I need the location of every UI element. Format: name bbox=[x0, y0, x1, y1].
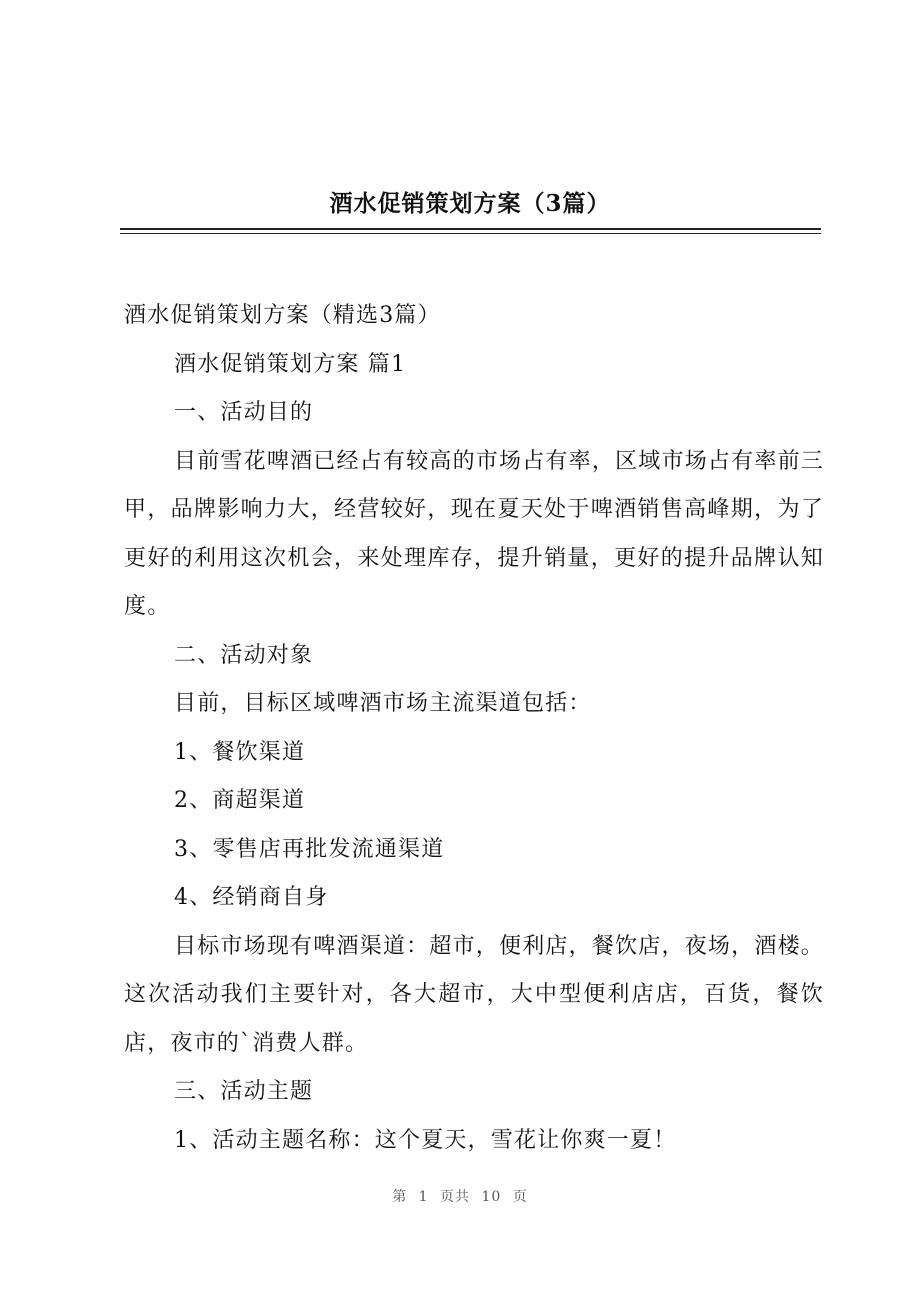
list-item-channel-4: 4、经销商自身 bbox=[174, 885, 329, 910]
title-divider-thick bbox=[120, 228, 821, 230]
document-body bbox=[124, 292, 824, 1165]
list-item-channel-2: 2、商超渠道 bbox=[174, 788, 306, 813]
title-divider-thin bbox=[120, 233, 821, 234]
section-heading-part-1: 酒水促销策划方案 篇1 bbox=[174, 351, 407, 377]
heading-activity-purpose: 一、活动目的 bbox=[174, 400, 314, 425]
paragraph-theme-name: 1、活动主题名称：这个夏天，雪花让你爽一夏！ bbox=[174, 1127, 677, 1153]
list-item-channel-3: 3、零售店再批发流通渠道 bbox=[174, 836, 445, 862]
paragraph-channels-intro: 目前，目标区域啤酒市场主流渠道包括： bbox=[174, 691, 592, 716]
heading-activity-target: 二、活动对象 bbox=[174, 642, 314, 668]
document-title: 酒水促销策划方案（3篇） bbox=[329, 190, 611, 217]
paragraph-purpose-text: 目前雪花啤酒已经占有较高的市场占有率，区域市场占有率前三甲，品牌影响力大，经营较好，现在夏天处于啤酒销售高峰期，为了更好的利用这次机会，来处理库存，提升销量，更好的提升品牌认知度。 bbox=[124, 448, 824, 619]
list-item-channel-1: 1、餐饮渠道 bbox=[174, 739, 306, 765]
heading-activity-theme: 三、活动主题 bbox=[174, 1079, 314, 1104]
document-subtitle: 酒水促销策划方案（精选3篇） bbox=[124, 303, 441, 328]
page-number-footer: 第 1 页共 10 页 bbox=[392, 1189, 528, 1205]
paragraph-target-market: 目标市场现有啤酒渠道：超市，便利店，餐饮店，夜场，酒楼。这次活动我们主要针对，各大超市，大中型便利店店，百货，餐饮店，夜市的`消费人群。 bbox=[124, 933, 824, 1056]
